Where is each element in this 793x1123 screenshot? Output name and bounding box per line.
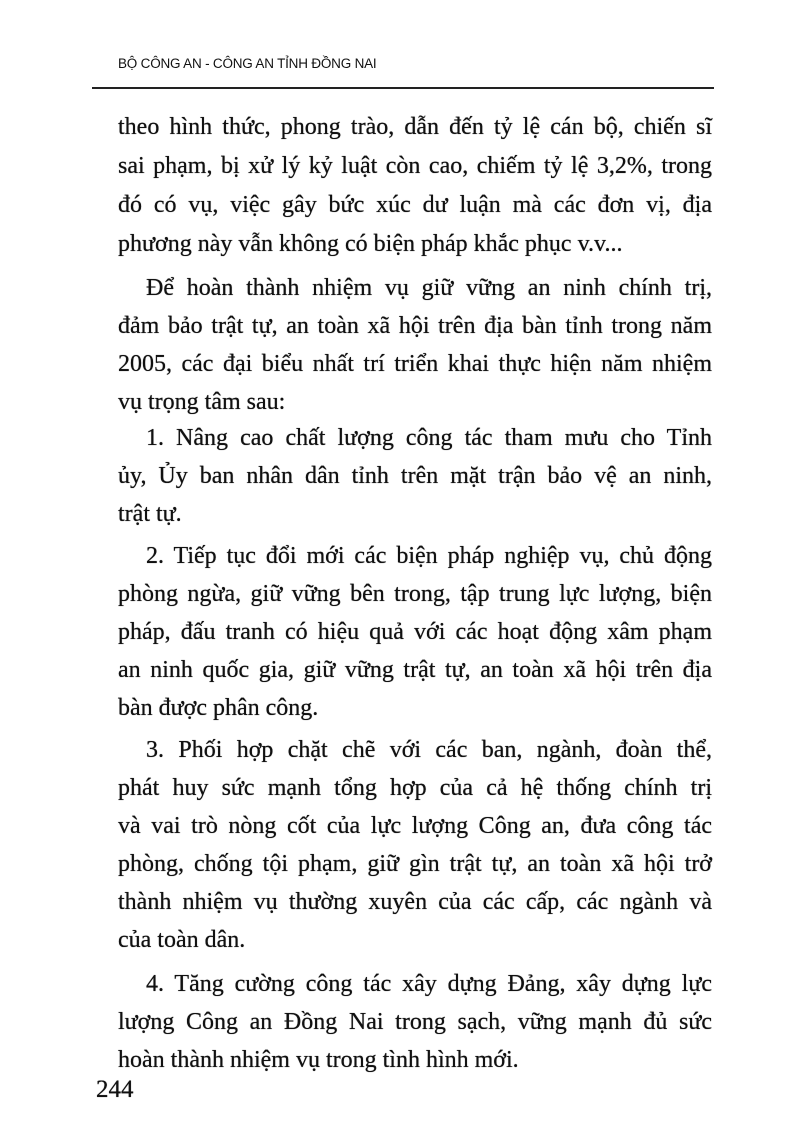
text-line: 3. Phối hợp chặt chẽ với các ban, ngành, đoàn thể, — [146, 737, 712, 763]
text-line: pháp, đấu tranh có hiệu quả với các hoạt động xâm phạm — [118, 619, 712, 645]
text-line: thành nhiệm vụ thường xuyên của các cấp, các ngành và — [118, 889, 712, 915]
text-line: bàn được phân công. — [118, 695, 319, 721]
text-line: lượng Công an Đồng Nai trong sạch, vững mạnh đủ sức — [118, 1009, 712, 1035]
running-header: BỘ CÔNG AN - CÔNG AN TỈNH ĐỒNG NAI — [118, 56, 377, 71]
text-line: ủy, Ủy ban nhân dân tỉnh trên mặt trận bảo vệ an ninh, — [118, 463, 712, 489]
text-line: theo hình thức, phong trào, dẫn đến tỷ lệ cán bộ, chiến sĩ — [118, 114, 712, 140]
page-number: 244 — [96, 1076, 134, 1103]
text-line: của toàn dân. — [118, 927, 246, 953]
text-line: trật tự. — [118, 501, 182, 527]
text-line: phòng ngừa, giữ vững bên trong, tập trung lực lượng, biện — [118, 581, 712, 607]
text-line: 4. Tăng cường công tác xây dựng Đảng, xây dựng lực — [146, 971, 712, 997]
text-line: phương này vẫn không có biện pháp khắc phục v.v... — [118, 231, 623, 257]
text-line: 2. Tiếp tục đổi mới các biện pháp nghiệp vụ, chủ động — [146, 543, 712, 569]
text-line: hoàn thành nhiệm vụ trong tình hình mới. — [118, 1047, 519, 1073]
text-line: an ninh quốc gia, giữ vững trật tự, an toàn xã hội trên địa — [118, 657, 712, 683]
header-rule — [92, 87, 714, 89]
text-line: sai phạm, bị xử lý kỷ luật còn cao, chiếm tỷ lệ 3,2%, trong — [118, 153, 712, 179]
text-line: phòng, chống tội phạm, giữ gìn trật tự, an toàn xã hội trở — [118, 851, 712, 877]
text-line: phát huy sức mạnh tổng hợp của cả hệ thống chính trị — [118, 775, 712, 801]
text-line: 2005, các đại biểu nhất trí triển khai thực hiện năm nhiệm — [118, 351, 712, 377]
text-line: Để hoàn thành nhiệm vụ giữ vững an ninh chính trị, — [146, 275, 712, 301]
text-line: 1. Nâng cao chất lượng công tác tham mưu cho Tỉnh — [146, 425, 712, 451]
text-line: vụ trọng tâm sau: — [118, 389, 286, 415]
text-line: đó có vụ, việc gây bức xúc dư luận mà các đơn vị, địa — [118, 192, 712, 218]
text-line: và vai trò nòng cốt của lực lượng Công an, đưa công tác — [118, 813, 712, 839]
text-line: đảm bảo trật tự, an toàn xã hội trên địa bàn tỉnh trong năm — [118, 313, 712, 339]
